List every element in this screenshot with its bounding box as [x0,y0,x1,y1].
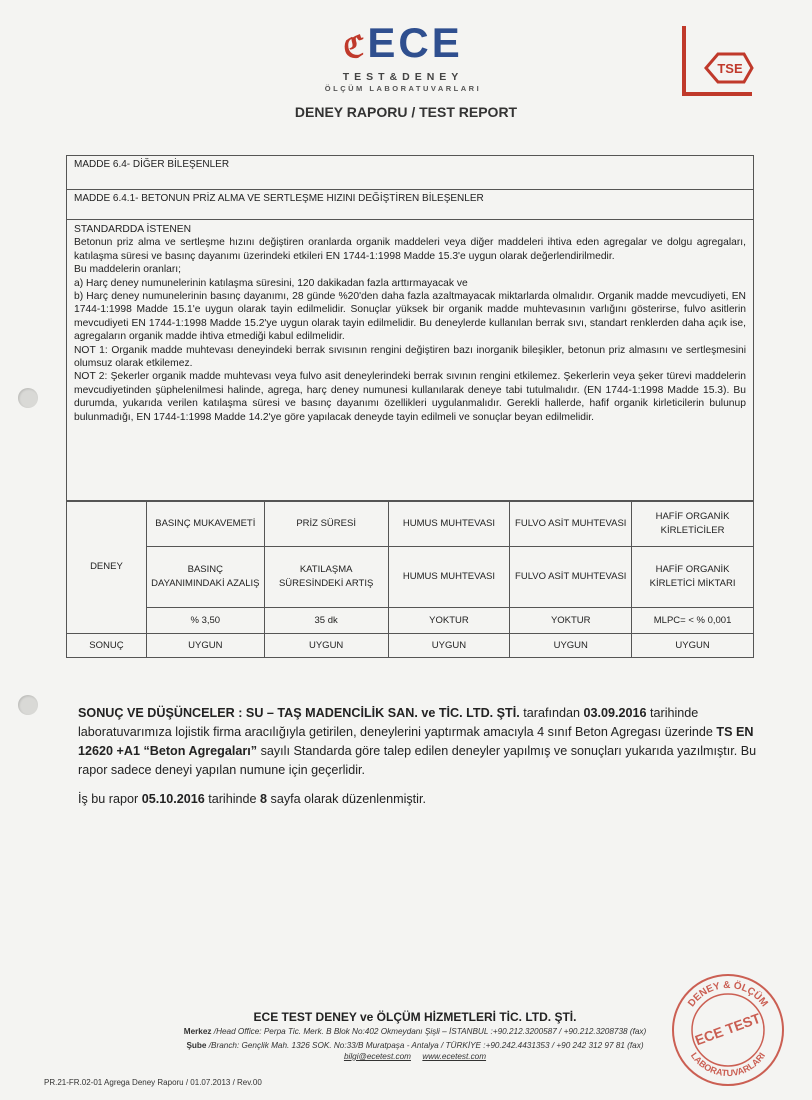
logo-line2: ÖLÇÜM LABORATUVARLARI [324,84,482,93]
report-title: DENEY RAPORU / TEST REPORT [294,104,518,120]
result-value: MLPC= < % 0,001 [632,608,754,634]
madde-6-4: MADDE 6.4- DİĞER BİLEŞENLER [67,156,754,190]
madde-6-4-1: MADDE 6.4.1- BETONUN PRİZ ALMA VE SERTLEŞME HIZINI DEĞİŞTİREN BİLEŞENLER [67,190,754,220]
conclusion-text: tarihinde laboratuvarımıza lojistik firma aracılığıyla getirilen, deneylerini yaptırmak amacıyla 4 sınıf Beton Agregası üzerinde [78,706,717,739]
head-office-text: /Head Office: Perpa Tic. Merk. B Blok No:402 Okmeydanı Şişli – İSTANBUL :+90.212.3200587 / +90.212.3208738 (fax) [211,1027,647,1036]
footer-company: ECE TEST DENEY ve ÖLÇÜM HİZMETLERİ TİC. LTD. ŞTİ. [253,1010,577,1024]
branch-label: Şube [186,1041,207,1050]
result-value: YOKTUR [510,608,632,634]
issue-date: 05.10.2016 [141,792,205,806]
result-verdict: UYGUN [510,634,632,658]
conclusion-text: tarafından [519,706,584,720]
footer [120,1010,710,1061]
results-header: PRİZ SÜRESİ [264,501,388,547]
deney-label: DENEY [67,501,147,634]
result-verdict: UYGUN [264,634,388,658]
results-subheader: KATILAŞMA SÜRESİNDEKİ ARTIŞ [264,547,388,608]
logo-line1: TEST&DENEY [342,71,464,83]
result-verdict: UYGUN [388,634,510,658]
logo-brand: ECE [367,19,463,66]
conclusion-paragraph [78,704,758,780]
results-header: HUMUS MUHTEVASI [388,501,510,547]
results-subheader: HAFİF ORGANİK KİRLETİCİ MİKTARI [632,547,754,608]
results-header: HAFİF ORGANİK KİRLETİCİLER [632,501,754,547]
tse-logo [676,22,758,100]
page-count: 8 [260,792,268,806]
standard-paragraph: b) Harç deney numunelerinin basınç dayanımı, 28 günde %20'den daha fazla azaltmayacak miktarlarda olmalıdır. Organik madde mevcudiyeti, EN 1744-1:1998 Madde 15.1'e uygun olarak tayin edilmelidir. Sonuçlar yüksek bir organik madde muhtevasının varlığını gösterirse, fulvo asitlerin mevcudiyeti EN 1744-1:1998 Madde 15.2'ye uygun olarak tayin edilmelidir. Bu deneylerde kullanılan berrak sıvı, standart renklerden daha açık ise, agregaların organik madde ihtiva etmediği kabul edilmelidir. [74,291,746,343]
head-office-label: Merkez [183,1027,212,1036]
footer-head-office [120,1026,710,1038]
result-value: YOKTUR [388,608,510,634]
tse-text: TSE [717,61,743,76]
result-value: % 3,50 [146,608,264,634]
stamp-bottom-text: LABORATUVARLARI [688,1050,768,1079]
results-header: BASINÇ MUKAVEMETİ [146,501,264,547]
standard-text-cell [67,220,754,502]
footer-contact [120,1052,710,1061]
results-subheader: BASINÇ DAYANIMINDAKİ AZALIŞ [146,547,264,608]
issue-statement [78,792,426,806]
result-verdict: UYGUN [632,634,754,658]
footer-branch [120,1040,710,1052]
results-header: FULVO ASİT MUHTEVASI [510,501,632,547]
stamp-top-text: DENEY & ÖLÇÜM [686,979,770,1010]
conclusion-text: sayılı Standarda göre talep edilen deneyler yapılmış ve sonuçları yukarıda yazılmıştır. Bu rapor sadece deneyi yapılan numune için geçerlidir. [78,744,757,777]
punch-hole [18,388,38,408]
standard-paragraph: a) Harç deney numunelerinin katılaşma süresini, 120 dakikadan fazla arttırmayacak ve [74,277,468,289]
footer-email[interactable]: bilgi@ecetest.com [343,1052,411,1061]
result-value: 35 dk [264,608,388,634]
lab-stamp [670,972,786,1088]
issue-text: İş bu rapor [78,792,142,806]
results-table [66,500,754,658]
standard-reference: TS EN 12620 +A1 “Beton Agregaları” [78,725,754,758]
standard-note-1: NOT 1: Organik madde muhtevası deneyindeki berrak sıvısının rengini değiştiren bazı inorganik bileşikler, betonun priz almasını ve sertleşmesini olumsuz olarak etkilemez. [74,344,746,370]
results-subheader: FULVO ASİT MUHTEVASI [510,547,632,608]
issue-text: sayfa olarak düzenlenmiştir. [267,792,426,806]
sonuc-label: SONUÇ [67,634,147,658]
standard-heading: STANDARDDA İSTENEN [74,224,192,235]
svg-text:LABORATUVARLARI [689,1051,767,1078]
arrival-date: 03.09.2016 [583,706,647,720]
result-verdict: UYGUN [146,634,264,658]
standard-paragraph: Betonun priz alma ve sertleşme hızını değiştiren oranlarda organik maddeleri veya diğer maddeleri ihtiva eden agregalar ve dolgu agregaları, katılaşma süresi ve basınç dayanımı üzerindeki etkileri EN 1744-1:1998 Madde 15.3'e uygun olarak değerlendirilmedir. [74,237,746,262]
branch-text: /Branch: Gençlik Mah. 1326 SOK. No:33/B Muratpaşa - Antalya / TÜRKİYE :+90.242.4431353 / +90 242 312 97 81 (fax) [206,1041,644,1050]
standard-paragraph: Bu maddelerin oranları; [74,264,182,276]
punch-hole [18,695,38,715]
ece-logo: ℭECE TEST&DENEY ÖLÇÜM LABORATUVARLARI [318,22,488,93]
issue-text: tarihinde [204,792,261,806]
standard-requirements-table [66,155,754,502]
stamp-center-text: ECE TEST [692,1009,763,1049]
footer-website[interactable]: www.ecetest.com [422,1052,487,1061]
results-subheader: HUMUS MUHTEVASI [388,547,510,608]
standard-note-2: NOT 2: Şekerler organik madde muhtevası veya fulvo asit deneylerindeki berrak sıvının rengini etkilemez. Şekerlerin veya şeker türevi maddelerin mevcudiyetinden şüphelenilmesi halinde, agrega, harç deney numunesi kullanılarak deneye tabi tutulmalıdır. (EN 1744-1:1998 Madde 15.3). Bu durumda, yukarıda verilen katılaşma süresi ve basınç dayanımı özellikleri uygulanmalıdır. Gerekli hallerde, hafif organik kirleticilerin bulunup bulunmadığı, EN 1744-1:1998 Madde 14.2'ye göre yapılacak deneyde tayin edilmeli ve sonuçlar beyan edilmelidir. [74,371,746,423]
form-number: PR.21-FR.02-01 Agrega Deney Raporu / 01.07.2013 / Rev.00 [44,1078,262,1087]
conclusion-lead: SONUÇ VE DÜŞÜNCELER : SU – TAŞ MADENCİLİK SAN. ve TİC. LTD. ŞTİ. [78,706,520,720]
